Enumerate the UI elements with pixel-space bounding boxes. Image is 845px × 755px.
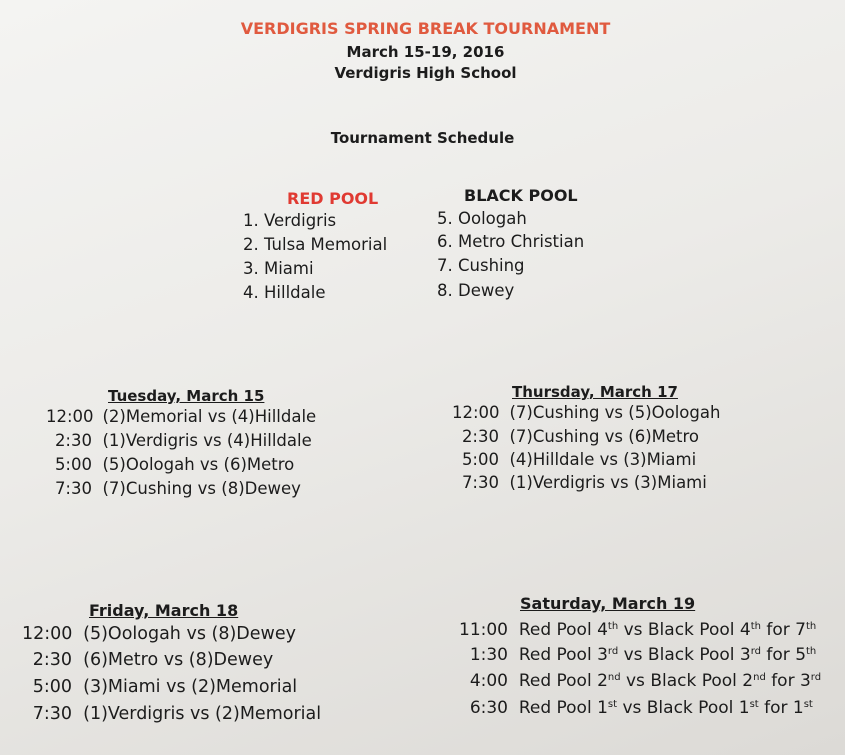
game-time: 12:00 (22, 624, 73, 644)
game-time: 2:30 (54, 431, 92, 450)
day-heading-saturday: Saturday, March 19 (520, 594, 696, 613)
game-row (452, 427, 699, 446)
game-match: (5)Oologah vs (8)Dewey (83, 624, 296, 644)
game-time: 6:30 (469, 698, 508, 718)
game-time: 5:00 (54, 455, 92, 474)
game-match: (7)Cushing vs (5)Oologah (509, 403, 721, 422)
game-match: (4)Hilldale vs (3)Miami (509, 450, 697, 469)
schedule-heading: Tournament Schedule (330, 129, 515, 147)
game-row (46, 407, 316, 426)
game-match: Red Pool 4th vs Black Pool 4th for 7th (518, 620, 817, 640)
black-pool-team: 7. Cushing (437, 256, 525, 275)
day-heading-thursday: Thursday, March 17 (512, 383, 678, 401)
game-match: (5)Oologah vs (6)Metro (102, 455, 295, 474)
red-pool-team: 4. Hilldale (243, 283, 326, 302)
game-time: 2:30 (32, 650, 72, 670)
game-row (458, 698, 813, 718)
game-time: 5:00 (461, 450, 499, 469)
game-time: 4:00 (469, 671, 508, 691)
black-pool-team: 5. Oologah (437, 209, 527, 228)
black-pool-team: 8. Dewey (437, 281, 515, 300)
game-row (458, 645, 816, 665)
game-time: 11:00 (459, 620, 508, 640)
game-match: (6)Metro vs (8)Dewey (83, 650, 274, 670)
game-row (458, 671, 821, 691)
game-row (22, 704, 321, 724)
game-time: 7:30 (32, 704, 72, 724)
game-match: (1)Verdigris vs (4)Hilldale (102, 431, 312, 450)
game-time: 2:30 (461, 427, 499, 446)
day-heading-tuesday: Tuesday, March 15 (108, 387, 265, 405)
day-heading-friday: Friday, March 18 (89, 601, 239, 620)
game-match: Red Pool 2nd vs Black Pool 2nd for 3rd (518, 671, 822, 691)
red-pool-team: 1. Verdigris (243, 211, 337, 230)
red-pool-team: 2. Tulsa Memorial (243, 235, 388, 254)
game-row (46, 479, 301, 498)
game-time: 1:30 (469, 645, 508, 665)
red-pool-team: 3. Miami (243, 259, 314, 278)
game-match: (7)Cushing vs (6)Metro (509, 427, 700, 446)
red-pool-title: RED POOL (287, 189, 379, 208)
game-match: (3)Miami vs (2)Memorial (83, 677, 298, 697)
game-match: Red Pool 1st vs Black Pool 1st for 1st (518, 698, 813, 718)
game-row (458, 620, 816, 640)
game-match: Red Pool 3rd vs Black Pool 3rd for 5th (518, 645, 817, 665)
game-row (46, 431, 312, 450)
game-match: (1)Verdigris vs (2)Memorial (83, 704, 322, 724)
tournament-venue: Verdigris High School (334, 64, 517, 82)
game-row (452, 473, 707, 492)
tournament-dates: March 15-19, 2016 (346, 43, 505, 61)
game-row (452, 403, 720, 422)
game-row (452, 450, 696, 469)
game-row (22, 650, 273, 670)
tournament-title: VERDIGRIS SPRING BREAK TOURNAMENT (240, 19, 611, 38)
game-match: (2)Memorial vs (4)Hilldale (102, 407, 317, 426)
game-row (46, 455, 294, 474)
game-time: 7:30 (54, 479, 92, 498)
black-pool-team: 6. Metro Christian (437, 232, 585, 251)
black-pool-title: BLACK POOL (464, 186, 578, 205)
game-time: 5:00 (32, 677, 72, 697)
game-row (22, 677, 297, 697)
game-time: 12:00 (452, 403, 500, 422)
game-match: (7)Cushing vs (8)Dewey (102, 479, 301, 498)
game-time: 12:00 (46, 407, 94, 426)
game-time: 7:30 (461, 473, 499, 492)
game-row (22, 624, 296, 644)
game-match: (1)Verdigris vs (3)Miami (509, 473, 707, 492)
